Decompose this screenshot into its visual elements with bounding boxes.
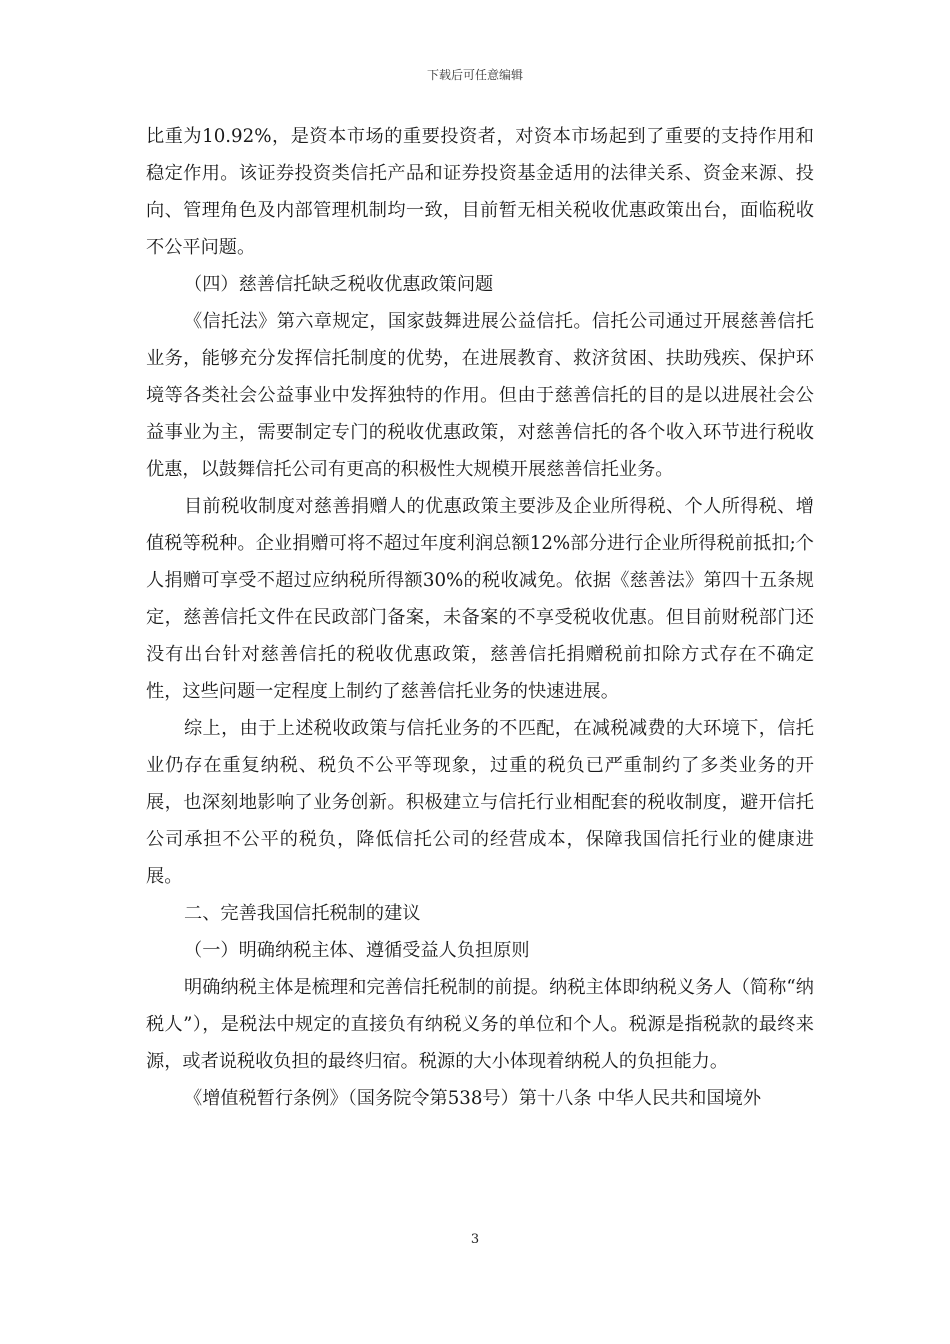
document-body xyxy=(146,118,814,1117)
page-number: 3 xyxy=(470,1232,480,1247)
paragraph-vat-regulation: 《增值税暂行条例》（国务院令第538号）第十八条 中华人民共和国境外 xyxy=(184,1088,762,1109)
subsection-heading-taxpayer: （一）明确纳税主体、遵循受益人负担原则 xyxy=(184,940,530,961)
paragraph-summary: 综上，由于上述税收政策与信托业务的不匹配，在减税减费的大环境下，信托业仍存在重复纳税、税负不公平等现象，过重的税负已严重制约了多类业务的开展，也深刻地影响了业务创新。积极建立与信托行业相配套的税收制度，避开信托公司承担不公平的税负，降低信托公司的经营成本，保障我国信托行业的健康进展。 xyxy=(146,718,814,887)
page-header: 下载后可任意编辑 xyxy=(426,68,523,82)
paragraph-trust-law: 《信托法》第六章规定，国家鼓舞进展公益信托。信托公司通过开展慈善信托业务，能够充分发挥信托制度的优势，在进展教育、救济贫困、扶助残疾、保护环境等各类社会公益事业中发挥独特的作用。但由于慈善信托的目的是以进展社会公益事业为主，需要制定专门的税收优惠政策，对慈善信托的各个收入环节进行税收优惠，以鼓舞信托公司有更高的积极性大规模开展慈善信托业务。 xyxy=(146,311,814,480)
paragraph-tax-system: 目前税收制度对慈善捐赠人的优惠政策主要涉及企业所得税、个人所得税、增值税等税种。企业捐赠可将不超过年度利润总额12%部分进行企业所得税前抵扣;个人捐赠可享受不超过应纳税所得额30%的税收减免。依据《慈善法》第四十五条规定，慈善信托文件在民政部门备案，未备案的不享受税收优惠。但目前财税部门还没有出台针对慈善信托的税收优惠政策，慈善信托捐赠税前扣除方式存在不确定性，这些问题一定程度上制约了慈善信托业务的快速进展。 xyxy=(146,496,814,702)
section-heading-charity-trust: （四）慈善信托缺乏税收优惠政策问题 xyxy=(184,274,494,295)
paragraph-taxpayer: 明确纳税主体是梳理和完善信托税制的前提。纳税主体即纳税义务人（简称“纳税人”），是税法中规定的直接负有纳税义务的单位和个人。税源是指税款的最终来源，或者说税收负担的最终归宿。税源的大小体现着纳税人的负担能力。 xyxy=(146,977,814,1072)
paragraph-continuation: 比重为10.92%，是资本市场的重要投资者，对资本市场起到了重要的支持作用和稳定作用。该证券投资类信托产品和证券投资基金适用的法律关系、资金来源、投向、管理角色及内部管理机制均一致，目前暂无相关税收优惠政策出台，面临税收不公平问题。 xyxy=(146,126,814,258)
section-heading-suggestions: 二、完善我国信托税制的建议 xyxy=(184,903,421,924)
